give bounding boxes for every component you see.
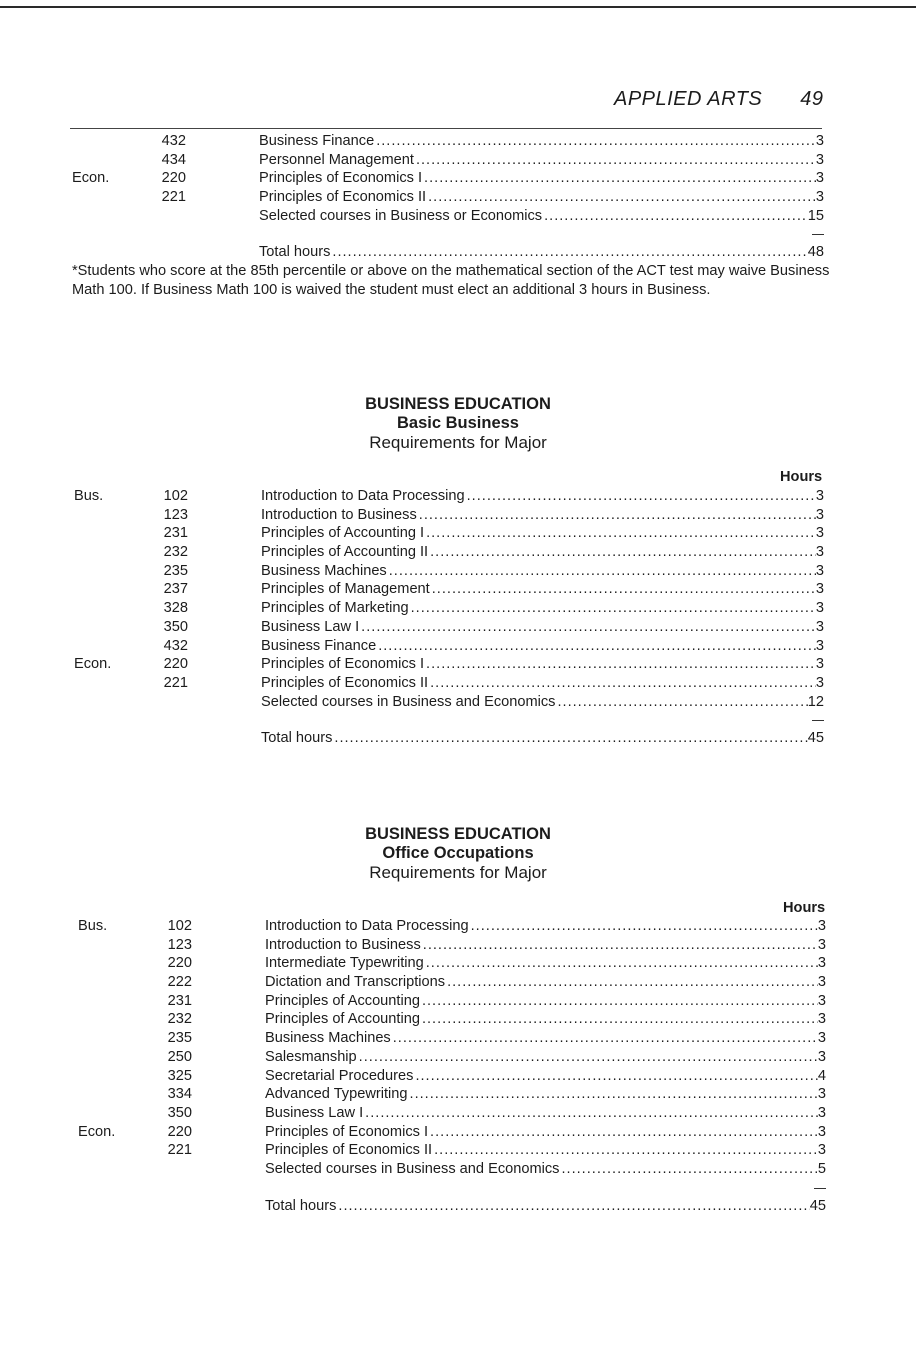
course-row xyxy=(78,917,826,936)
dot-leader xyxy=(410,1085,818,1104)
sum-rule xyxy=(78,1179,826,1197)
dot-leader xyxy=(422,992,818,1011)
course-row xyxy=(72,207,824,226)
course-number: 220 xyxy=(167,1123,192,1140)
course-row xyxy=(78,936,826,955)
credit-hours: 3 xyxy=(815,525,824,542)
course-title: Business Machines xyxy=(265,1030,391,1047)
course-title: Selected courses in Business and Economics xyxy=(261,693,556,710)
credit-hours: 3 xyxy=(815,506,824,523)
dot-leader xyxy=(376,132,816,151)
dot-leader xyxy=(426,524,816,543)
course-row xyxy=(74,543,824,562)
credit-hours: 3 xyxy=(815,637,824,654)
course-row xyxy=(74,618,824,637)
total-label: Total hours xyxy=(259,244,331,261)
course-row xyxy=(78,1104,826,1123)
course-number: 222 xyxy=(167,974,192,991)
course-row xyxy=(74,655,824,674)
dot-leader xyxy=(334,729,807,748)
course-number: 350 xyxy=(167,1104,192,1121)
dot-leader xyxy=(365,1104,818,1123)
credit-hours: 3 xyxy=(817,974,826,991)
sum-rule xyxy=(74,711,824,729)
course-row xyxy=(78,1123,826,1142)
dot-leader xyxy=(419,506,816,525)
credit-hours: 3 xyxy=(817,1123,826,1140)
course-number: 237 xyxy=(163,581,188,598)
dot-leader xyxy=(426,655,816,674)
course-row xyxy=(78,1141,826,1160)
dot-leader xyxy=(359,1048,818,1067)
course-title: Business Machines xyxy=(261,562,387,579)
department-label: Econ. xyxy=(78,1123,116,1140)
course-title: Introduction to Business xyxy=(265,936,421,953)
page-header xyxy=(614,88,824,111)
course-number: 434 xyxy=(161,151,186,168)
credit-hours: 3 xyxy=(815,581,824,598)
total-hours: 45 xyxy=(807,730,824,747)
credit-hours: 4 xyxy=(817,1067,826,1084)
department-label: Econ. xyxy=(74,656,112,673)
dot-leader xyxy=(415,1067,817,1086)
total-row xyxy=(78,1197,826,1216)
dot-leader xyxy=(361,618,816,637)
course-number: 220 xyxy=(163,656,188,673)
course-title: Principles of Accounting xyxy=(265,1011,420,1028)
course-number: 102 xyxy=(163,488,188,504)
dot-leader xyxy=(422,1010,818,1029)
course-row xyxy=(74,580,824,599)
credit-hours: 3 xyxy=(815,600,824,617)
course-row xyxy=(72,151,824,170)
header-title: APPLIED ARTS xyxy=(614,88,763,110)
dot-leader xyxy=(424,169,816,188)
basic-business-course-list xyxy=(74,487,824,748)
course-title: Principles of Economics II xyxy=(265,1142,433,1159)
dot-leader xyxy=(467,487,816,506)
dot-leader xyxy=(338,1197,809,1216)
course-number: 221 xyxy=(161,189,186,206)
course-row xyxy=(74,599,824,618)
course-row xyxy=(78,954,826,973)
course-title: Introduction to Data Processing xyxy=(261,488,465,504)
course-row xyxy=(74,506,824,525)
dot-leader xyxy=(544,207,808,226)
credit-hours: 3 xyxy=(817,1030,826,1047)
credit-hours: 3 xyxy=(815,562,824,579)
credit-hours: 3 xyxy=(817,1104,826,1121)
total-hours: 45 xyxy=(809,1197,826,1214)
dot-leader xyxy=(557,693,807,712)
dot-leader xyxy=(430,1123,818,1142)
credit-hours: 3 xyxy=(815,544,824,561)
hours-column-label: Hours xyxy=(783,900,826,916)
course-title: Business Law I xyxy=(265,1104,364,1121)
course-row xyxy=(74,637,824,656)
dot-leader xyxy=(378,637,816,656)
sum-rule xyxy=(72,225,824,243)
course-row xyxy=(78,1048,826,1067)
dot-leader xyxy=(428,188,816,207)
course-title: Salesmanship xyxy=(265,1048,357,1065)
course-number: 232 xyxy=(163,544,188,561)
course-row xyxy=(72,169,824,188)
course-title: Principles of Economics I xyxy=(265,1123,429,1140)
course-title: Business Finance xyxy=(259,133,375,149)
course-title: Principles of Accounting II xyxy=(261,544,429,561)
course-title: Selected courses in Business and Economics xyxy=(265,1160,560,1177)
course-row xyxy=(78,1067,826,1086)
course-number: 350 xyxy=(163,618,188,635)
credit-hours: 3 xyxy=(815,151,824,168)
dot-leader xyxy=(432,580,816,599)
dot-leader xyxy=(471,917,818,936)
course-title: Principles of Economics I xyxy=(261,656,425,673)
basic-business-heading xyxy=(0,395,916,453)
course-title: Principles of Marketing xyxy=(261,600,409,617)
dot-leader xyxy=(430,674,816,693)
hours-column-label: Hours xyxy=(780,469,823,485)
course-title: Introduction to Data Processing xyxy=(265,918,469,934)
credit-hours: 3 xyxy=(815,674,824,691)
course-row xyxy=(72,132,824,151)
course-row xyxy=(78,1029,826,1048)
course-number: 221 xyxy=(163,674,188,691)
section-subheading: Office Occupations xyxy=(382,844,534,862)
credit-hours: 3 xyxy=(815,133,824,149)
dot-leader xyxy=(447,973,818,992)
dot-leader xyxy=(416,151,816,170)
course-number: 231 xyxy=(163,525,188,542)
dot-leader xyxy=(393,1029,818,1048)
course-row xyxy=(72,188,824,207)
total-row xyxy=(74,729,824,748)
course-title: Business Law I xyxy=(261,618,360,635)
course-title: Principles of Economics I xyxy=(259,170,423,187)
course-number: 432 xyxy=(161,133,186,149)
section-caption: Requirements for Major xyxy=(369,433,547,452)
course-title: Dictation and Transcriptions xyxy=(265,974,446,991)
credit-hours: 3 xyxy=(817,1142,826,1159)
dot-leader xyxy=(430,543,816,562)
page-number: 49 xyxy=(800,88,824,110)
dot-leader xyxy=(332,243,807,262)
credit-hours: 15 xyxy=(807,207,824,224)
course-number: 235 xyxy=(167,1030,192,1047)
course-number: 123 xyxy=(163,506,188,523)
credit-hours: 3 xyxy=(817,955,826,972)
total-hours: 48 xyxy=(807,244,824,261)
dot-leader xyxy=(411,599,816,618)
section-subheading: Basic Business xyxy=(397,414,519,432)
course-number: 328 xyxy=(163,600,188,617)
course-number: 250 xyxy=(167,1048,192,1065)
course-row xyxy=(74,674,824,693)
course-number: 102 xyxy=(167,918,192,934)
total-row xyxy=(72,243,824,262)
section-heading: BUSINESS EDUCATION xyxy=(365,395,551,413)
dot-leader xyxy=(389,562,816,581)
course-title: Secretarial Procedures xyxy=(265,1067,414,1084)
course-number: 334 xyxy=(167,1086,192,1103)
course-number: 220 xyxy=(161,170,186,187)
total-label: Total hours xyxy=(261,730,333,747)
credit-hours: 3 xyxy=(817,936,826,953)
total-label: Total hours xyxy=(265,1197,337,1214)
course-title: Advanced Typewriting xyxy=(265,1086,408,1103)
office-occupations-course-list xyxy=(78,917,826,1215)
course-number: 231 xyxy=(167,992,192,1009)
course-title: Principles of Management xyxy=(261,581,430,598)
credit-hours: 3 xyxy=(817,1048,826,1065)
credit-hours: 5 xyxy=(817,1160,826,1177)
course-row xyxy=(74,693,824,712)
course-number: 123 xyxy=(167,936,192,953)
course-number: 221 xyxy=(167,1142,192,1159)
course-title: Principles of Economics II xyxy=(261,674,429,691)
credit-hours: 3 xyxy=(815,656,824,673)
dot-leader xyxy=(426,954,818,973)
dot-leader xyxy=(423,936,818,955)
department-label: Econ. xyxy=(72,170,110,187)
course-number: 235 xyxy=(163,562,188,579)
credit-hours: 3 xyxy=(817,918,826,934)
section-caption: Requirements for Major xyxy=(369,863,547,882)
credit-hours: 3 xyxy=(817,1086,826,1103)
course-row xyxy=(74,562,824,581)
course-row xyxy=(78,1010,826,1029)
course-title: Principles of Accounting xyxy=(265,992,420,1009)
footnote: *Students who score at the 85th percentile or above on the mathematical section of the ACT test may waive Business Math 100. If Business Math 100 is waived the student must elect an additional 3 hours in Business. xyxy=(72,263,830,298)
credit-hours: 12 xyxy=(807,693,824,710)
course-row xyxy=(74,487,824,506)
course-number: 232 xyxy=(167,1011,192,1028)
department-label: Bus. xyxy=(78,918,108,934)
course-row xyxy=(74,524,824,543)
department-label: Bus. xyxy=(74,488,104,504)
credit-hours: 3 xyxy=(815,488,824,504)
continued-course-list xyxy=(72,132,824,262)
course-title: Intermediate Typewriting xyxy=(265,955,424,972)
course-number: 432 xyxy=(163,637,188,654)
course-number: 325 xyxy=(167,1067,192,1084)
course-number: 220 xyxy=(167,955,192,972)
dot-leader xyxy=(561,1160,817,1179)
credit-hours: 3 xyxy=(815,618,824,635)
course-title: Principles of Economics II xyxy=(259,189,427,206)
credit-hours: 3 xyxy=(815,189,824,206)
credit-hours: 3 xyxy=(817,1011,826,1028)
top-rule xyxy=(0,6,916,8)
course-row xyxy=(78,1085,826,1104)
section-heading: BUSINESS EDUCATION xyxy=(365,825,551,843)
course-title: Personnel Management xyxy=(259,151,414,168)
course-title: Business Finance xyxy=(261,637,377,654)
office-occupations-heading xyxy=(0,825,916,883)
course-title: Selected courses in Business or Economics xyxy=(259,207,543,224)
credit-hours: 3 xyxy=(817,992,826,1009)
dot-leader xyxy=(434,1141,818,1160)
course-title: Introduction to Business xyxy=(261,506,417,523)
course-row xyxy=(78,973,826,992)
course-row xyxy=(78,1160,826,1179)
header-rule xyxy=(70,128,822,129)
credit-hours: 3 xyxy=(815,170,824,187)
course-title: Principles of Accounting I xyxy=(261,525,425,542)
course-row xyxy=(78,992,826,1011)
